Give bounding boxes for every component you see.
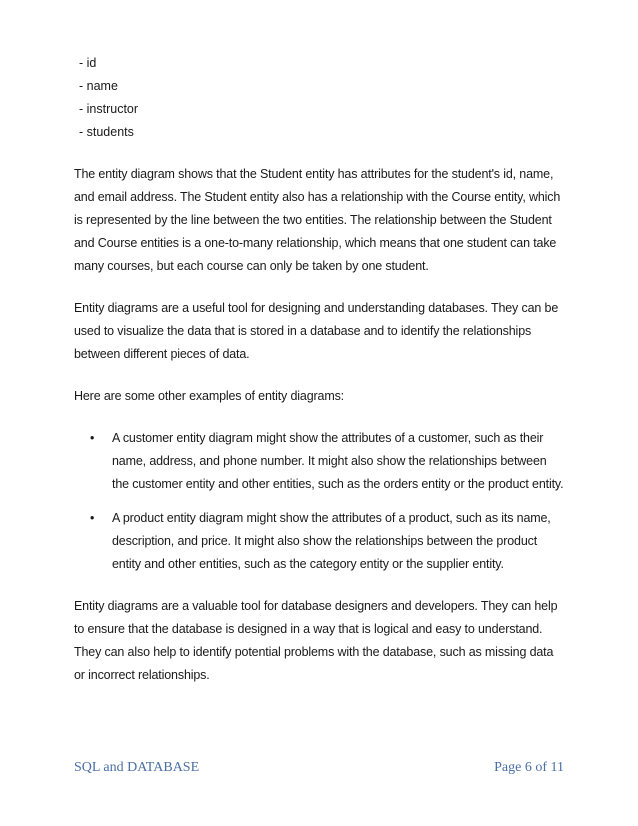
attribute-item: - id bbox=[79, 56, 97, 70]
footer-page-number: Page 6 of 11 bbox=[494, 760, 564, 775]
paragraph-examples-intro: Here are some other examples of entity diagrams: bbox=[74, 389, 345, 403]
bullet-item-product bbox=[74, 507, 564, 576]
page-footer bbox=[74, 760, 564, 776]
examples-bullet-list bbox=[74, 427, 564, 576]
paragraph-conclusion: Entity diagrams are a valuable tool for database designers and developers. They can help to ensure that the database is designed in a way that is logical and easy to understand. They can also help to identify potential problems with the database, such as missing data or incorrect relationships. bbox=[74, 599, 558, 682]
attribute-item: - instructor bbox=[79, 102, 139, 116]
paragraph-entity-diagram-usefulness: Entity diagrams are a useful tool for designing and understanding databases. They can be used to visualize the data that is stored in a database and to identify the relationships between different pieces of data. bbox=[74, 301, 559, 361]
bullet-marker: • bbox=[90, 511, 95, 525]
paragraph-entity-diagram-description: The entity diagram shows that the Student entity has attributes for the student's id, name, and email address. The Student entity also has a relationship with the Course entity, which is represented by the line between the two entities. The relationship between the Student and Course entities is a one-to-many relationship, which means that one student can take many courses, but each course can only be taken by one student. bbox=[74, 167, 561, 273]
attribute-item: - students bbox=[79, 125, 134, 139]
page-content bbox=[74, 52, 564, 687]
bullet-text: A product entity diagram might show the attributes of a product, such as its name, description, and price. It might also show the relationships between the product entity and other entities, such as the category entity or the supplier entity. bbox=[112, 511, 551, 571]
attribute-item: - name bbox=[79, 79, 118, 93]
footer-title: SQL and DATABASE bbox=[74, 760, 200, 775]
bullet-text: A customer entity diagram might show the attributes of a customer, such as their name, address, and phone number. It might also show the relationships between the customer entity and other entities, such as the orders entity or the product entity. bbox=[112, 431, 564, 491]
attribute-list bbox=[74, 52, 564, 144]
bullet-item-customer bbox=[74, 427, 564, 496]
bullet-marker: • bbox=[90, 431, 95, 445]
